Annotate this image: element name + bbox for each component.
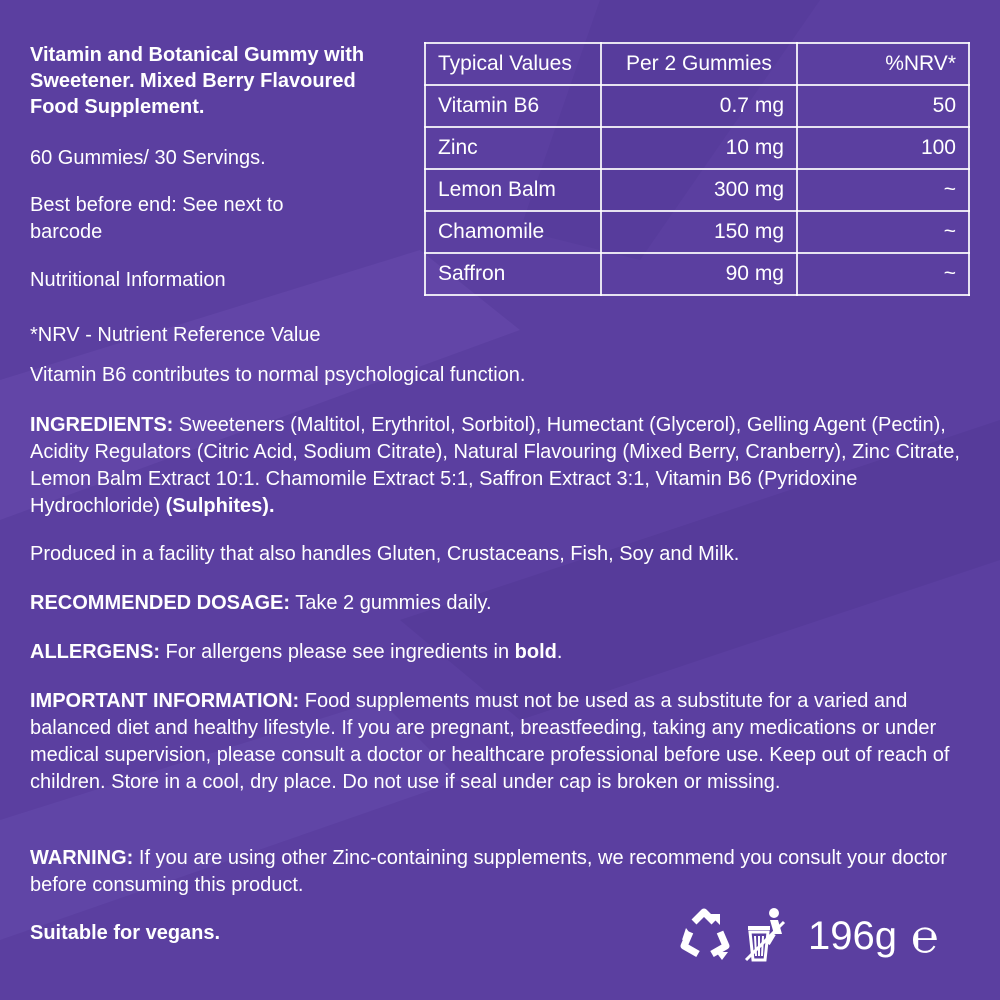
estimated-sign-icon: ℮ [910,910,939,962]
table-header-cell: %NRV* [797,43,969,85]
ingredients-text: Sweeteners (Maltitol, Erythritol, Sorbitol), Humectant (Glycerol), Gelling Agent (Pectin), Acidity Regulators (Citric Acid, Sodium Citrate), Natural Flavouring (Mixed Berry, Cranberry), Zinc Citrate, Lemon Balm Extract 10:1. Chamomile Extract 5:1, Saffron Extract 3:1, Vitamin B6 (Pyridoxine Hydrochloride) [30,414,960,517]
nutrient-name: Saffron [425,253,601,295]
ingredients-section [30,412,970,520]
nutrient-name: Zinc [425,127,601,169]
nutrient-name: Chamomile [425,211,601,253]
nutrient-nrv: ~ [797,169,969,211]
nrv-note: *NRV - Nutrient Reference Value [30,324,321,346]
net-weight: 196g [808,914,897,958]
table-header-row [425,43,969,85]
warning-section [30,845,970,899]
warning-text: If you are using other Zinc-containing supplements, we recommend you consult your doctor before consuming this product. [30,847,948,896]
allergens-label: ALLERGENS: [30,641,160,663]
table-header-cell: Typical Values [425,43,601,85]
nutrient-nrv: 100 [797,127,969,169]
dosage-text: Take 2 gummies daily. [290,592,492,614]
recycle-icon [676,906,732,967]
facility-note: Produced in a facility that also handles Gluten, Crustaceans, Fish, Soy and Milk. [30,543,740,565]
warning-label: WARNING: [30,847,134,869]
nutrient-amount: 150 mg [601,211,797,253]
important-info-text: Food supplements must not be used as a substitute for a varied and balanced diet and healthy lifestyle. If you are pregnant, breastfeeding, taking any medications or under medical supervision, please consult a doctor or healthcare professional before use. Keep out of reach of children. Store in a cool, dry place. Do not use if seal under cap is broken or missing. [30,690,950,793]
table-row [425,169,969,211]
health-claim: Vitamin B6 contributes to normal psychological function. [30,364,526,386]
table-row [425,211,969,253]
bin-icon [744,906,790,967]
nutrient-amount: 300 mg [601,169,797,211]
allergens-end: . [556,641,563,663]
servings-info: 60 Gummies/ 30 Servings. [30,147,266,169]
dosage-label: RECOMMENDED DOSAGE: [30,592,291,614]
important-info-label: IMPORTANT INFORMATION: [30,690,300,712]
ingredients-label: INGREDIENTS: [30,414,174,436]
nutrient-amount: 0.7 mg [601,85,797,127]
nutrient-nrv: ~ [797,253,969,295]
dosage-section [30,590,970,617]
table-row [425,253,969,295]
nutrition-table [424,42,970,296]
nutrient-name: Vitamin B6 [425,85,601,127]
table-header-cell: Per 2 Gummies [601,43,797,85]
allergens-bold-word: bold [514,641,557,663]
allergens-text: For allergens please see ingredients in [160,641,515,663]
product-title: Vitamin and Botanical Gummy with Sweetener. Mixed Berry Flavoured Food Supplement. [30,44,365,118]
nutrient-amount: 90 mg [601,253,797,295]
footer-symbols [676,906,939,966]
nutritional-info-label: Nutritional Information [30,269,226,291]
ingredients-allergen: (Sulphites). [165,495,275,517]
allergens-section [30,639,970,666]
nutrient-nrv: ~ [797,211,969,253]
nutrient-name: Lemon Balm [425,169,601,211]
vegan-note: Suitable for vegans. [30,922,221,944]
important-info-section [30,688,970,796]
best-before-text: Best before end: See next to barcode [30,194,284,243]
nutrient-nrv: 50 [797,85,969,127]
nutrient-amount: 10 mg [601,127,797,169]
table-row [425,127,969,169]
table-row [425,85,969,127]
